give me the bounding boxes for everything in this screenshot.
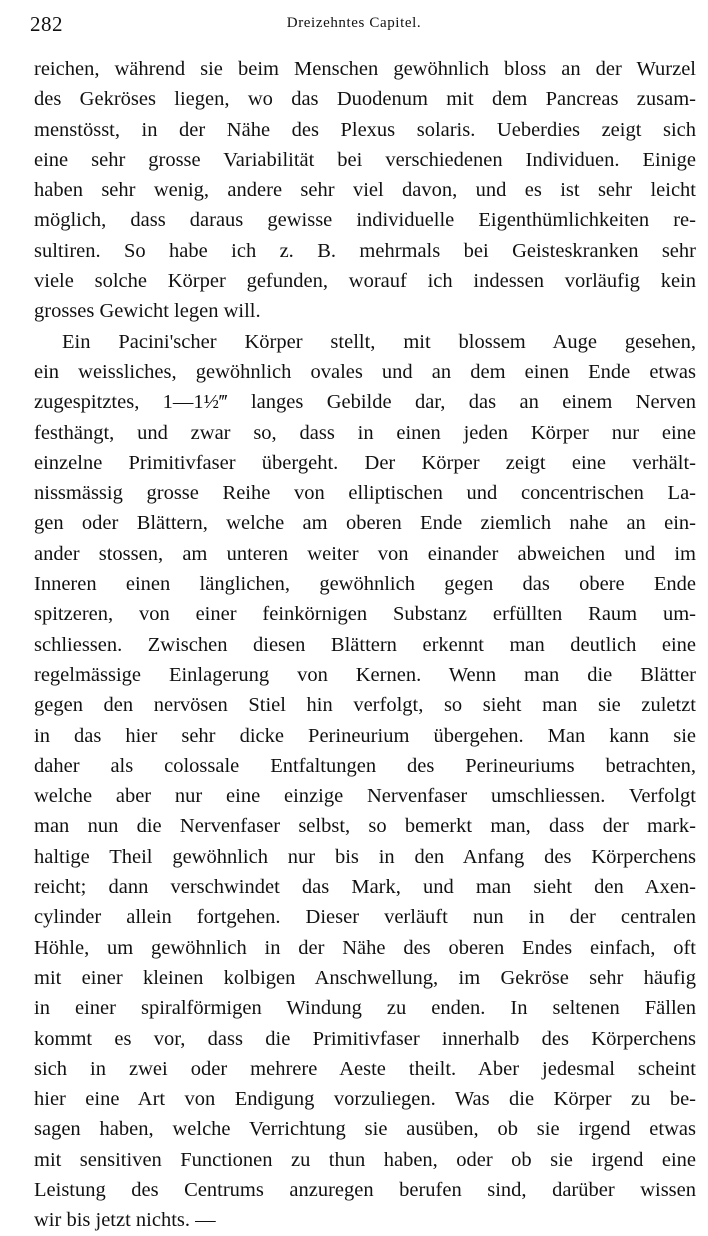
text-line: sultiren. So habe ich z. B. mehrmals bei Geisteskranken sehr [34, 239, 696, 262]
running-head: Dreizehntes Capitel. [286, 15, 422, 31]
text-line: schliessen. Zwischen diesen Blättern erkennt man deutlich eine [34, 633, 696, 656]
text-line: eine sehr grosse Variabilität bei verschiedenen Individuen. Einige [34, 148, 696, 171]
page-number: 282 [30, 12, 63, 36]
text-line: menstösst, in der Nähe des Plexus solaris. Ueberdies zeigt sich [34, 118, 696, 141]
text-line: haltige Theil gewöhnlich nur bis in den Anfang des Körperchens [34, 845, 696, 868]
text-line: man nun die Nervenfaser selbst, so bemerkt man, dass der mark- [34, 815, 696, 838]
text-line: gegen den nervösen Stiel hin verfolgt, so sieht man sie zuletzt [34, 694, 696, 717]
text-line: reichen, während sie beim Menschen gewöhnlich bloss an der Wurzel [34, 58, 696, 80]
text-line: sich in zwei oder mehrere Aeste theilt. Aber jedesmal scheint [34, 1057, 696, 1080]
text-line: hier eine Art von Endigung vorzuliegen. Was die Körper zu be- [34, 1088, 696, 1111]
text-line: festhängt, und zwar so, dass in einen jeden Körper nur eine [34, 421, 696, 444]
text-line: daher als colossale Entfaltungen des Perineuriums betrachten, [34, 754, 696, 777]
paragraph-last-line: grosses Gewicht legen will. [34, 300, 261, 323]
text-line: haben sehr wenig, andere sehr viel davon, und es ist sehr leicht [34, 179, 696, 202]
text-line: Höhle, um gewöhnlich in der Nähe des oberen Endes einfach, oft [34, 936, 696, 959]
body-text [34, 54, 696, 1236]
text-line: Inneren einen länglichen, gewöhnlich gegen das obere Ende [34, 573, 696, 596]
text-line: ander stossen, am unteren weiter von einander abweichen und im [34, 542, 696, 565]
text-line: einzelne Primitivfaser übergeht. Der Körper zeigt eine verhält- [34, 451, 696, 474]
text-line: des Gekröses liegen, wo das Duodenum mit dem Pancreas zusam- [34, 88, 696, 111]
text-line: mit sensitiven Functionen zu thun haben, oder ob sie irgend eine [34, 1148, 696, 1171]
text-line: zugespitztes, 1—1½‴ langes Gebilde dar, das an einem Nerven [34, 391, 696, 414]
text-line: regelmässige Einlagerung von Kernen. Wenn man die Blätter [34, 663, 696, 686]
text-line: Leistung des Centrums anzuregen berufen sind, darüber wissen [34, 1178, 696, 1201]
page-header [30, 12, 678, 40]
text-line: gen oder Blättern, welche am oberen Ende ziemlich nahe an ein- [34, 512, 696, 535]
text-line: ein weissliches, gewöhnlich ovales und an dem einen Ende etwas [34, 360, 696, 383]
text-line: in einer spiralförmigen Windung zu enden. In seltenen Fällen [34, 997, 696, 1020]
text-line: kommt es vor, dass die Primitivfaser innerhalb des Körperchens [34, 1027, 696, 1050]
paragraph-first-line: Ein Pacini'scher Körper stellt, mit blossem Auge gesehen, [62, 330, 696, 353]
text-line: viele solche Körper gefunden, worauf ich indessen vorläufig kein [34, 270, 696, 293]
text-line: in das hier sehr dicke Perineurium übergehen. Man kann sie [34, 724, 696, 747]
text-line: reicht; dann verschwindet das Mark, und man sieht den Axen- [34, 876, 696, 899]
text-line: möglich, dass daraus gewisse individuelle Eigenthümlichkeiten re- [34, 209, 696, 232]
text-line: welche aber nur eine einzige Nervenfaser umschliessen. Verfolgt [34, 785, 696, 808]
text-line: cylinder allein fortgehen. Dieser verläuft nun in der centralen [34, 906, 696, 929]
text-line: mit einer kleinen kolbigen Anschwellung, im Gekröse sehr häufig [34, 966, 696, 989]
text-line: nissmässig grosse Reihe von elliptischen und concentrischen La- [34, 482, 696, 505]
text-line: sagen haben, welche Verrichtung sie ausüben, ob sie irgend etwas [34, 1118, 696, 1141]
paragraph-last-line: wir bis jetzt nichts. — [34, 1209, 216, 1232]
text-line: spitzeren, von einer feinkörnigen Substanz erfüllten Raum um- [34, 603, 696, 626]
